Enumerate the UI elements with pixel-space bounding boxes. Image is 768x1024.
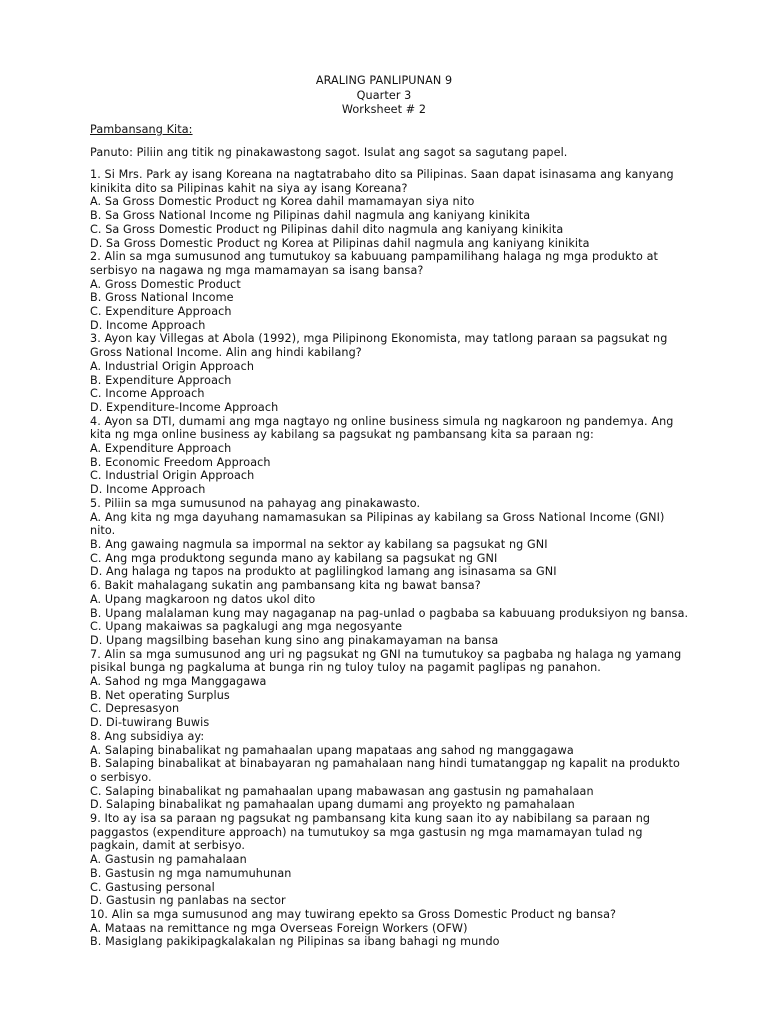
option-b: B. Gross National Income bbox=[90, 291, 234, 305]
option-c: C. Income Approach bbox=[90, 387, 205, 401]
question-2 bbox=[90, 250, 690, 332]
option-c: C. Industrial Origin Approach bbox=[90, 469, 255, 483]
option-b: B. Net operating Surplus bbox=[90, 688, 230, 702]
option-c: C. Sa Gross Domestic Product ng Pilipinas dahil dito nagmula ang kaniyang kinikita bbox=[90, 222, 564, 236]
quarter-label: Quarter 3 bbox=[356, 88, 412, 102]
question-8 bbox=[90, 730, 690, 812]
question-text: 2. Alin sa mga sumusunod ang tumutukoy sa kabuuang pampamilihang halaga ng mga produkto at serbisyo na nagawa ng mga mamamayan sa isang bansa? bbox=[90, 250, 659, 277]
option-c: C. Gastusing personal bbox=[90, 880, 215, 894]
option-c: C. Upang makaiwas sa pagkalugi ang mga negosyante bbox=[90, 620, 403, 634]
option-d: D. Ang halaga ng tapos na produkto at paglilingkod lamang ang isinasama sa GNI bbox=[90, 565, 557, 579]
option-d: D. Income Approach bbox=[90, 318, 206, 332]
option-a: A. Gross Domestic Product bbox=[90, 277, 241, 291]
section-title: Pambansang Kita: bbox=[90, 123, 193, 136]
question-9 bbox=[90, 812, 690, 908]
option-d: D. Income Approach bbox=[90, 483, 206, 497]
question-text: 6. Bakit mahalagang sukatin ang pambansang kita ng bawat bansa? bbox=[90, 579, 481, 593]
option-b: B. Ang gawaing nagmula sa impormal na sektor ay kabilang sa pagsukat ng GNI bbox=[90, 537, 548, 551]
question-1 bbox=[90, 168, 690, 250]
option-d: D. Salaping binabalikat ng pamahaalan upang dumami ang proyekto ng pamahalaan bbox=[90, 798, 575, 812]
question-4 bbox=[90, 415, 690, 497]
question-text: 9. Ito ay isa sa paraan ng pagsukat ng pambansang kita kung saan ito ay nabibilang sa paraan ng paggastos (expenditure approach) na tumutukoy sa mga gastusin ng mga mamamayan tulad ng pagkain, damit at serbisyo. bbox=[90, 812, 651, 853]
question-7 bbox=[90, 648, 690, 730]
question-text: 7. Alin sa mga sumusunod ang uri ng pagsukat ng GNI na tumutukoy sa pagbaba ng halaga ng yamang pisikal bunga ng pagkaluma at bunga rin ng tuloy tuloy na pagamit paglipas ng panahon. bbox=[90, 647, 682, 675]
option-d: D. Sa Gross Domestic Product ng Korea at Pilipinas dahil nagmula ang kaniyang kinikita bbox=[90, 236, 590, 250]
option-a: A. Mataas na remittance ng mga Overseas Foreign Workers (OFW) bbox=[90, 921, 468, 935]
option-c: C. Expenditure Approach bbox=[90, 305, 232, 319]
option-d: D. Upang magsilbing basehan kung sino ang pinakamayaman na bansa bbox=[90, 633, 499, 647]
option-a: A. Gastusin ng pamahalaan bbox=[90, 853, 247, 867]
instructions: Panuto: Piliin ang titik ng pinakawastong sagot. Isulat ang sagot sa sagutang papel. bbox=[90, 146, 568, 159]
question-text: 10. Alin sa mga sumusunod ang may tuwirang epekto sa Gross Domestic Product ng bansa? bbox=[90, 907, 617, 921]
option-b: B. Salaping binabalikat at binabayaran ng pamahalaan nang hindi tumatanggap ng kapalit na produkto o serbisyo. bbox=[90, 757, 680, 784]
option-a: A. Sa Gross Domestic Product ng Korea dahil mamamayan siya nito bbox=[90, 195, 475, 209]
option-d: D. Expenditure-Income Approach bbox=[90, 400, 279, 414]
worksheet-header bbox=[0, 74, 768, 118]
option-b: B. Sa Gross National Income ng Pilipinas dahil nagmula ang kaniyang kinikita bbox=[90, 209, 531, 223]
option-a: A. Industrial Origin Approach bbox=[90, 359, 255, 373]
question-text: 8. Ang subsidiya ay: bbox=[90, 729, 205, 743]
question-text: 3. Ayon kay Villegas at Abola (1992), mga Pilipinong Ekonomista, may tatlong paraan sa pagsukat ng Gross National Income. Alin ang hindi kabilang? bbox=[90, 332, 668, 360]
option-a: A. Salaping binabalikat ng pamahaalan upang mapataas ang sahod ng manggagawa bbox=[90, 743, 574, 757]
option-b: B. Upang malalaman kung may nagaganap na pag-unlad o pagbaba sa kabuuang produksiyon ng bansa. bbox=[90, 606, 689, 620]
question-text: 1. Si Mrs. Park ay isang Koreana na nagtatrabaho dito sa Pilipinas. Saan dapat isinasama ang kanyang kinikita dito sa Pilipinas kahit na siya ay isang Koreana? bbox=[90, 168, 674, 195]
question-text: 4. Ayon sa DTI, dumami ang mga nagtayo ng online business simula ng nagkaroon ng pandemya. Ang kita ng mga online business ay kabilang sa pagsukat ng pambansang kita sa paraan ng: bbox=[90, 414, 674, 442]
question-6 bbox=[90, 579, 690, 648]
option-b: B. Masiglang pakikipagkalakalan ng Pilipinas sa ibang bahagi ng mundo bbox=[90, 935, 500, 949]
option-a: A. Ang kita ng mga dayuhang namamasukan sa Pilipinas ay kabilang sa Gross National Income (GNI) nito. bbox=[90, 510, 665, 538]
subject-title: ARALING PANLIPUNAN 9 bbox=[315, 74, 453, 87]
question-5 bbox=[90, 497, 690, 579]
option-c: C. Ang mga produktong segunda mano ay kabilang sa pagsukat ng GNI bbox=[90, 551, 498, 565]
option-d: D. Gastusin ng panlabas na sector bbox=[90, 894, 286, 908]
question-text: 5. Piliin sa mga sumusunod na pahayag ang pinakawasto. bbox=[90, 496, 421, 510]
option-b: B. Expenditure Approach bbox=[90, 373, 232, 387]
option-d: D. Di-tuwirang Buwis bbox=[90, 716, 210, 730]
question-list bbox=[90, 168, 690, 949]
option-c: C. Depresasyon bbox=[90, 702, 180, 716]
question-3 bbox=[90, 332, 690, 414]
option-b: B. Gastusin ng mga namumuhunan bbox=[90, 866, 292, 880]
worksheet-number: Worksheet # 2 bbox=[341, 103, 427, 116]
option-a: A. Expenditure Approach bbox=[90, 442, 232, 456]
option-c: C. Salaping binabalikat ng pamahaalan upang mabawasan ang gastusin ng pamahalaan bbox=[90, 784, 594, 798]
option-a: A. Upang magkaroon ng datos ukol dito bbox=[90, 592, 316, 606]
option-a: A. Sahod ng mga Manggagawa bbox=[90, 675, 267, 689]
question-10 bbox=[90, 908, 690, 949]
option-b: B. Economic Freedom Approach bbox=[90, 455, 271, 469]
